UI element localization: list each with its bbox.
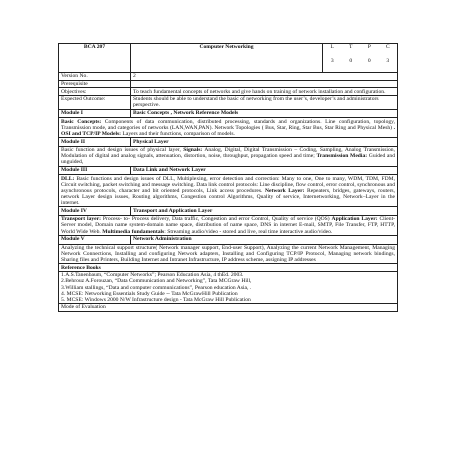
outcome-row (59, 96, 398, 110)
module-3-text: Basic functions and design issues of DLL, Multiplexing, error detection and correction: Many to one, One to many, WDM, TDM, FDM, Circuit switching, packet switching and message switching. Data link control protocols: Line discipline, flow control, error control, synchronous and asynchronous protocols, character and bit oriented protocols, Link access procedures. (61, 175, 395, 194)
ltpc-header-t: T (349, 44, 353, 50)
outcome-value: Students should be able to understand the basic of networking from the user’s, developer’s and administrators perspective. (131, 96, 398, 110)
module-1-id: Module I (59, 109, 131, 118)
module-2-title: Physical Layer (131, 138, 398, 147)
version-row (59, 73, 398, 81)
module-5-title: Network Administration (131, 235, 398, 244)
module-2-text-2: Analog, Digital, Digital Transmission – Coding, Sampling, Analog Transmission, Modulation of digital and analog signals, attenuation, distortion, noise, throughput, propagation speed and time; (61, 147, 395, 160)
ltpc-table (323, 44, 397, 72)
course-code: BCA 207 (59, 44, 131, 73)
module-5-header-row (59, 235, 398, 244)
module-2-text-3: Guided and unguided, (61, 153, 395, 166)
module-2-content-row (59, 146, 398, 166)
reference-item: 3.William stallings, “Data and computer communications”, Pearson education Asia, . (61, 284, 252, 291)
reference-item: 4. MCSE: Networking Essentials Study Guide -- Tata McGrawHill Publication (61, 290, 238, 297)
module-1-title: Basic Concepts , Network Reference Models (131, 109, 398, 118)
version-value: 2 (131, 73, 398, 81)
module-1-lead: Basic Concepts: (61, 118, 102, 125)
prerequisite-row (59, 80, 398, 88)
syllabus-table (58, 43, 398, 312)
module-3-lead-2: Network Layer: (264, 187, 305, 194)
module-4-title: Transport and Application Layer (131, 207, 398, 216)
ltpc-value-l: 3 (330, 58, 334, 64)
module-3-header-row (59, 166, 398, 175)
module-3-title: Data Link and Network Layer (131, 166, 398, 175)
module-5-id: Module V (59, 235, 131, 244)
syllabus-sheet (58, 43, 397, 312)
evaluation-label: Mode of Evaluation (59, 304, 398, 312)
module-1-text-2: Layers and their functions, comparison of models. (121, 130, 235, 137)
module-3-content-row (59, 175, 398, 207)
ltpc-cell (323, 44, 398, 73)
prerequisite-label: Prerequisite (59, 80, 131, 88)
module-4-lead-3: Multimedia fundamentals (102, 228, 165, 235)
module-4-id: Module IV (59, 207, 131, 216)
module-2-lead-2: Transmission Media: (316, 153, 368, 160)
ltpc-header-l: L (330, 44, 334, 50)
objectives-row (59, 88, 398, 96)
module-2-id: Module II (59, 138, 131, 147)
reference-item: 5. MCSE: Windows 2000 N/W Infrastructure design - Tata McGraw Hill Publication (61, 296, 251, 303)
module-1-content (59, 118, 398, 138)
module-5-content: Analyzing the technical support structure( Network manager support, End-user Support), Analyzing the current Network Management, Managing Network Connections, Installing and configuring Network adapters, Installing and Configuring TCP/IP Protocol, Managing network bindings, Sharing files and Printers, Building Internet and Intranet Infrastructure, IP address scheme, assigning IP addresses (59, 244, 398, 264)
references-list-row (59, 272, 398, 304)
module-2-lead: Signals: (183, 147, 203, 154)
objectives-label: Objectives: (59, 88, 131, 96)
module-3-text-2: Repeaters, bridges, gateways, routers, network Layer design issues, Routing algorithms, Congestion control Algorithms, Quality of service, Internetworking, Network–Layer in the internet. (61, 187, 396, 207)
module-1-text: Components of data communication, distributed processing, standards and organizations. Line configuration, topology, Transmission mode, and categories of networks (LAN,WAN,PAN). Network Topologies ( Bus, Star, Ring, Star Bus, Star Ring and Physical Mesh) (61, 118, 395, 131)
module-4-content (59, 216, 398, 236)
reference-item: 2.Behrouz A.Forouzan, “Data Communication and Networking”, Tata MCGraw Hill, (61, 278, 252, 285)
module-1-lead-2: . OSI and TCP/IP Models: (61, 124, 395, 137)
outcome-label: Expected Outcome: (59, 96, 131, 110)
evaluation-row (59, 304, 398, 312)
ltpc-value-t: 0 (349, 58, 353, 64)
module-3-lead: DLL: (61, 175, 75, 182)
module-3-content (59, 175, 398, 207)
module-2-text: Basic function and design issues of physical layer, (61, 147, 184, 154)
course-header-row (59, 44, 398, 73)
module-3-id: Module III (59, 166, 131, 175)
module-4-lead-2: Application Layer: (331, 216, 378, 223)
ltpc-header-c: C (385, 44, 390, 50)
module-2-content (59, 146, 398, 166)
module-4-header-row (59, 207, 398, 216)
objectives-value: To teach fundamental concepts of networks and give hands on training of network installation and configuration. (131, 88, 398, 96)
reference-item: 1.A.S.Tanenbaum, “Computer Networks”; Pearson Education Asia, 4 thEd. 2003. (61, 272, 244, 279)
course-title: Computer Networking (131, 44, 323, 73)
prerequisite-value (131, 80, 398, 88)
version-label: Version No. (59, 73, 131, 81)
module-1-header-row (59, 109, 398, 118)
module-4-text-2: Client- Server model, Domain name system-domain name space, distribution of name space, DNS in internet E-mail, SMTP, File Transfer, FTP, HTTP, World Wide Web. (61, 216, 395, 235)
references-list (59, 272, 398, 304)
ltpc-value-p: 0 (367, 58, 371, 64)
ltpc-value-c: 3 (386, 58, 390, 64)
module-2-header-row (59, 138, 398, 147)
ltpc-header-p: P (367, 44, 371, 50)
module-4-lead: Transport layer: (61, 216, 101, 223)
module-5-content-row (59, 244, 398, 264)
references-header-row (59, 264, 398, 272)
module-1-content-row (59, 118, 398, 138)
module-4-text: Process- to- Process delivery, Data traffic, Congestion and error Control, Quality of service (QOS) (101, 216, 332, 223)
references-heading: Reference Books (59, 264, 398, 272)
module-4-content-row (59, 216, 398, 236)
module-4-text-3: : Streaming audio/video - stored and live, real time interactive audio/video. (164, 228, 333, 235)
